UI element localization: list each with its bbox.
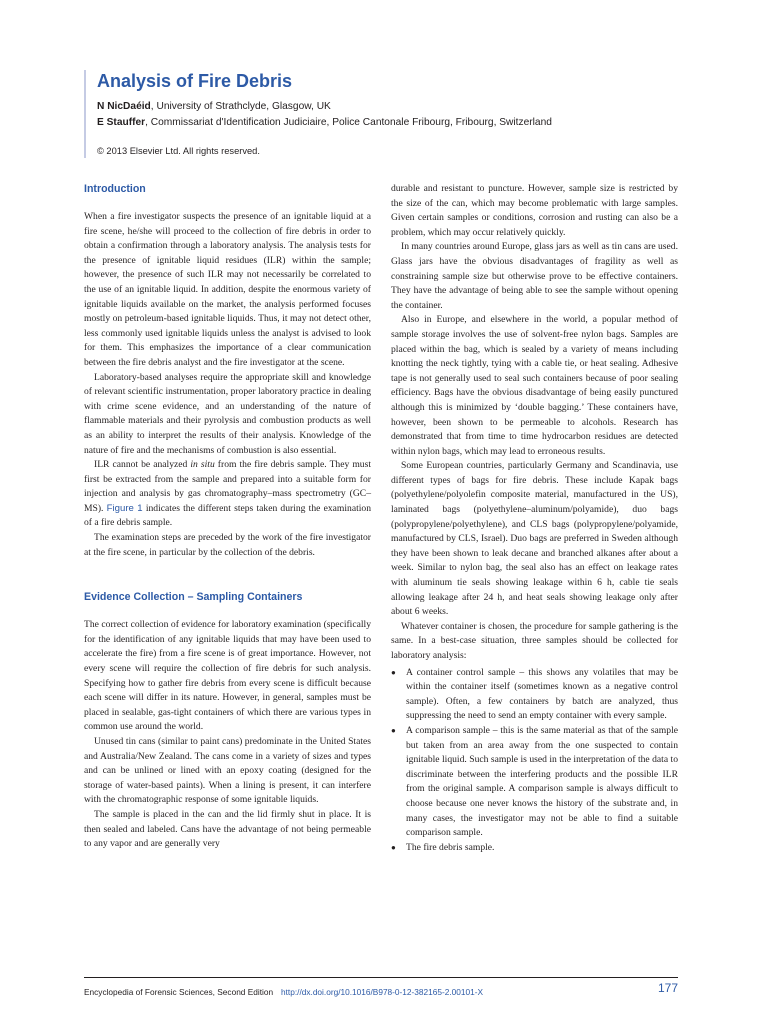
paragraph: durable and resistant to puncture. However, sample size is restricted by the size of the can, which may become problematic with large samples. Given certain samples or conditions, corrosion and rusting can also be a problem, which may occur relatively quickly. — [391, 183, 678, 238]
section-heading-evidence-collection: Evidence Collection – Sampling Containers — [84, 591, 303, 604]
paragraph — [84, 458, 371, 531]
figure-link[interactable]: Figure 1 — [106, 502, 143, 514]
sample-list — [391, 666, 678, 856]
author-affiliation: , University of Strathclyde, Glasgow, UK — [150, 101, 331, 112]
paragraph: The examination steps are preceded by the work of the fire investigator at the fire scene, in particular by the collection of the debris. — [84, 532, 371, 558]
article-header — [84, 70, 717, 158]
article-title: Analysis of Fire Debris — [97, 71, 293, 91]
copyright-notice: © 2013 Elsevier Ltd. All rights reserved. — [97, 146, 260, 156]
page-footer — [84, 977, 678, 998]
paragraph: Some European countries, particularly Germany and Scandinavia, use different types of bags for fire debris. These include Kapak bags (polyethylene/polyolefin composite material, manufactured in the US), laminated bags (polyethylene–aluminum/polyamide), duo bags (polypropylene/polyethylene), and CLS bags (polypropylene/polyamide, manufactured by CLS, Israel). Duo bags are preferred in Sweden although they have been shown to leak decane and branched alkanes after about a week. Similar to nylon bag, the seal also has an effect on leakage rates with aluminum tie seals showing leakage within 6 h, cable tie seals allowing leakage after 24 h, and heat seals showing leakage only after about 6 weeks. — [391, 460, 678, 618]
author-line — [97, 99, 717, 115]
italic-text: in situ — [190, 459, 215, 471]
paragraph: The sample is placed in the can and the lid firmly shut in place. It is then sealed and labeled. Cans have the advantage of not being permeable to any vapor and are generally very — [84, 808, 371, 850]
right-column — [391, 182, 678, 855]
paragraph: Also in Europe, and elsewhere in the world, a popular method of sample storage involves the use of solvent-free nylon bags. Samples are placed within the bag, which is sealed by a variety of means including knotting the neck tightly, tying with a cable tie, or heat sealing. Adhesive tape is not generally used to seal such containers because of poor sealing efficiency. Bags have the obvious disadvantage of being easily punctured although this is minimized by ‘double bagging.’ These containers have, however, been shown to be permeable to alcohols. Research has demonstrated that from time to time hydrocarbon residues are detected within nylon bags, which may lead to erroneous results. — [391, 314, 678, 457]
list-item: ● The fire debris sample. — [391, 841, 678, 856]
text-run: ILR cannot be analyzed — [94, 459, 191, 471]
list-item: ● A comparison sample – this is the same material as that of the sample but taken from an area away from the one suspected to contain ignitable liquid. Such sample is used in the interpretation of the data to discriminate between the interfering products and the possible ILR from the original sample. A comparison sample is always difficult to choose because one never knows the history of the substrate and, in many cases, the investigator may not be able to find a suitable comparison sample. — [391, 724, 678, 841]
author-affiliation: , Commissariat d'Identification Judiciaire, Police Cantonale Fribourg, Fribourg, Switzerland — [145, 117, 552, 128]
list-item: ● A container control sample – this shows any volatiles that may be within the container itself (sometimes known as a negative control sample). Often, a few containers by batch are analyzed, thus suppressing the need to send an empty container with every sample. — [391, 666, 678, 724]
left-column — [84, 182, 371, 852]
paragraph: Laboratory-based analyses require the appropriate skill and knowledge of relevant scientific instrumentation, proper laboratory practice in dealing with crime scene evidence, and an understanding of the nature of flammable materials and their pyrolysis and combustion products as well as an ability to interpret the results of their analysis. Knowledge of the nature of fire and the mechanisms of combustion is also essential. — [84, 371, 371, 456]
paragraph: When a fire investigator suspects the presence of an ignitable liquid at a fire scene, he/she will proceed to the collection of fire debris in order to obtain a confirmation through a laboratory analysis. The analysis tests for the presence of ignitable liquid residues (ILR) within the sample; however, the presence of such ILR may not necessarily be correlated to the use of an ignitable liquid. In addition, despite the enormous variety of ignitable liquids available on the market, the analysis performed focuses mostly on petroleum-based ignitable liquids. Thus, it may not detect other, less commonly used ignitable liquids unless the analyst is advised to look for them. This emphasizes the importance of a clear communication between the fire debris analyst and the fire investigator at the scene. — [84, 211, 371, 368]
author-name: N NicDaéid — [97, 101, 151, 112]
text-run: indicates the different steps taken during the examination of a fire debris sample. — [84, 502, 372, 529]
author-name: E Stauffer — [97, 117, 146, 128]
text-run: from the fire debris sample. They must first be extracted from the sample and prepared into a suitable form for injection and analysis by gas chromatography–mass spectrometry (GC–MS). — [84, 459, 371, 514]
paragraph: In many countries around Europe, glass jars as well as tin cans are used. Glass jars have the obvious disadvantages of fragility as well as constraining sample size but otherwise prove to be effective containers. They have the advantage of being able to see the sample without opening the container. — [391, 241, 678, 311]
page-number: 177 — [657, 981, 678, 995]
paragraph: The correct collection of evidence for laboratory examination (specifically for the identification of any ignitable liquids that may have been used to accelerate the fire) from a fire scene is of great importance. However, not every scene will require the collection of fire debris for such analysis. Specifying how to gather fire debris from every scene is difficult because each scene will differ in its nature. However, in general, samples must be placed in sealable, gas-tight containers of which there are various types in common use around the world. — [84, 619, 371, 733]
section-heading-introduction: Introduction — [84, 183, 146, 195]
footer-source: Encyclopedia of Forensic Sciences, Second Edition — [84, 987, 274, 997]
paragraph: Whatever container is chosen, the procedure for sample gathering is the same. In a best-case situation, three samples should be collected for laboratory analysis: — [391, 620, 678, 661]
author-line — [97, 115, 717, 131]
paragraph: Unused tin cans (similar to paint cans) predominate in the United States and Australia/New Zealand. The cans come in a variety of sizes and types and can be unlined or lined with an epoxy coating (designed for the storage of water-based paints). When a lining is present, it can interfere with the chromatographic response of some ignitable liquids. — [84, 736, 371, 806]
doi-link[interactable]: http://dx.doi.org/10.1016/B978-0-12-382165-2.00101-X — [281, 987, 484, 997]
